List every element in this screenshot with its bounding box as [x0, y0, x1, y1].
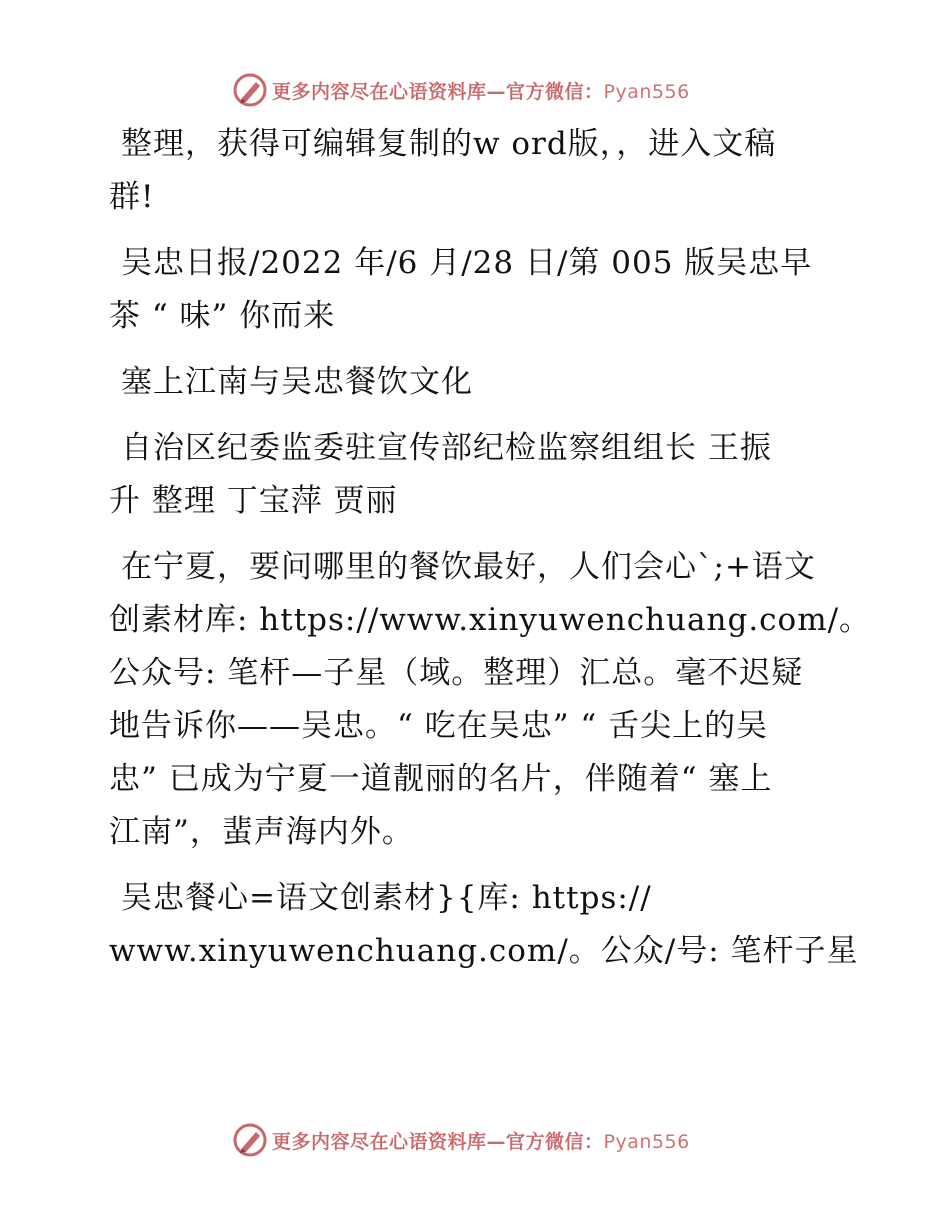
paragraph: [97, 237, 857, 343]
document-body: [97, 118, 872, 991]
header-watermark: [232, 70, 712, 110]
text-line: 江南”，蜚声海内外。: [109, 814, 414, 850]
footer-watermark: [232, 1120, 712, 1160]
paragraph: [97, 872, 857, 978]
text-line: 创素材库: https://www.xinyuwenchuang.com/。: [109, 602, 872, 638]
text-line: 升 整理 丁宝萍 贾丽: [109, 483, 398, 519]
paragraph: [97, 118, 857, 224]
text-line: 塞上江南与吴忠餐饮文化: [121, 364, 473, 400]
paragraph: [97, 541, 872, 859]
pen-logo-icon: [232, 72, 268, 108]
banner-text: 更多内容尽在心语资料库—官方微信：: [272, 80, 604, 103]
text-line: 吴忠餐心=语文创素材}{库: https://: [121, 880, 652, 916]
pen-logo-icon: [232, 1122, 268, 1158]
banner-handle: Pyan556: [603, 80, 690, 103]
text-line: 群!: [109, 179, 155, 215]
paragraph: [97, 422, 857, 528]
text-line: 茶 “ 味” 你而来: [109, 298, 336, 334]
text-line: 地告诉你——吴忠。“ 吃在吴忠” “ 舌尖上的吴: [109, 708, 769, 744]
text-line: www.xinyuwenchuang.com/。公众/号: 笔杆子星: [109, 933, 859, 969]
text-line: 整理，获得可编辑复制的w ord版，，进入文稿: [121, 126, 777, 162]
text-line: 吴忠日报/2022 年/6 月/28 日/第 005 版吴忠早: [121, 245, 813, 281]
text-line: 公众号: 笔杆—子星（域。整理）汇总。毫不迟疑: [109, 655, 804, 691]
banner-handle: Pyan556: [603, 1130, 690, 1153]
text-line: 忠” 已成为宁夏一道靓丽的名片，伴随着“ 塞上: [109, 761, 773, 797]
paragraph: [97, 356, 857, 409]
banner-text: 更多内容尽在心语资料库—官方微信：: [272, 1130, 604, 1153]
text-line: 自治区纪委监委驻宣传部纪检监察组组长 王振: [121, 430, 772, 466]
text-line: 在宁夏，要问哪里的餐饮最好，人们会心`;+语文: [121, 549, 816, 585]
